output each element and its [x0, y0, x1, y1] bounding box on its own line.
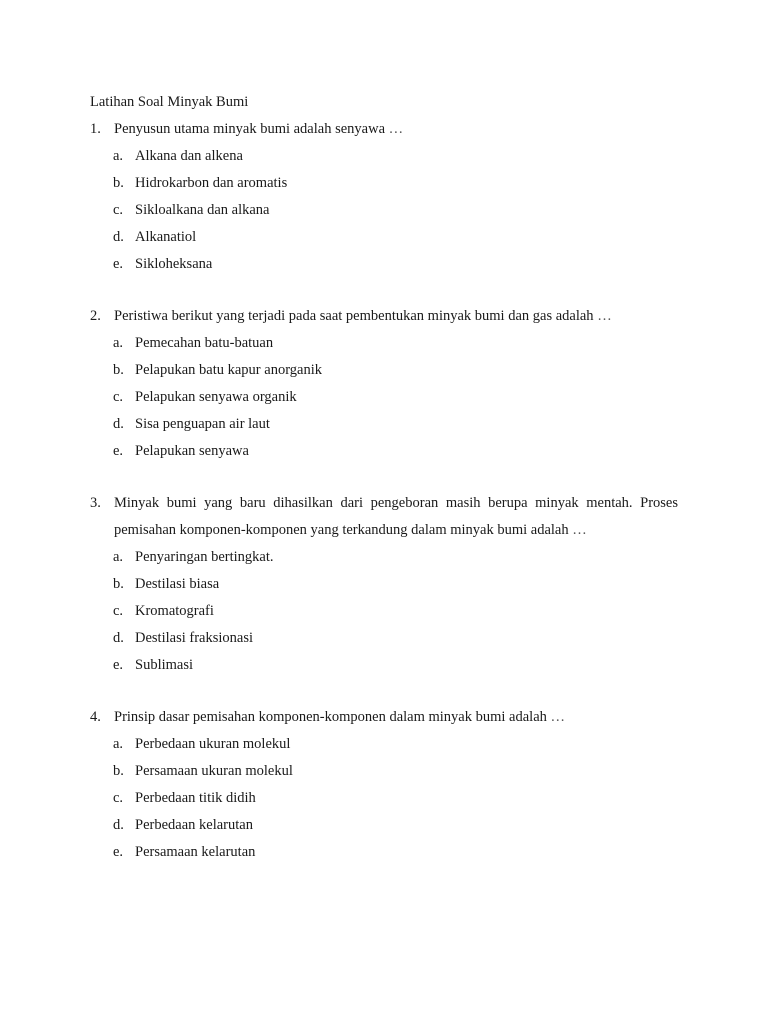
- question-stem: [90, 116, 678, 143]
- question-1: [90, 116, 678, 278]
- document-title: Latihan Soal Minyak Bumi: [90, 94, 249, 110]
- option-d[interactable]: d. Sisa penguapan air laut: [113, 416, 270, 432]
- question-text: Prinsip dasar pemisahan komponen-komponen dalam minyak bumi adalah …: [114, 709, 566, 725]
- option-b[interactable]: b. Pelapukan batu kapur anorganik: [113, 362, 322, 378]
- option-b[interactable]: b. Persamaan ukuran molekul: [113, 763, 293, 779]
- question-number: 2.: [90, 308, 101, 324]
- option-list: [90, 330, 678, 465]
- question-stem: [90, 303, 678, 330]
- option-list: [90, 143, 678, 278]
- option-c[interactable]: c. Sikloalkana dan alkana: [113, 202, 270, 218]
- option-e[interactable]: e. Persamaan kelarutan: [113, 844, 256, 860]
- option-a[interactable]: a. Penyaringan bertingkat.: [113, 549, 274, 565]
- question-number: 4.: [90, 709, 101, 725]
- option-d[interactable]: d. Perbedaan kelarutan: [113, 817, 253, 833]
- option-c[interactable]: c. Kromatografi: [113, 603, 214, 619]
- question-stem: [90, 704, 678, 731]
- option-e[interactable]: e. Sikloheksana: [113, 256, 213, 272]
- question-3: [90, 490, 678, 679]
- option-list: [90, 544, 678, 679]
- option-a[interactable]: a. Pemecahan batu-batuan: [113, 335, 274, 351]
- option-e[interactable]: e. Sublimasi: [113, 657, 194, 673]
- option-e[interactable]: e. Pelapukan senyawa: [113, 443, 249, 459]
- question-text: Peristiwa berikut yang terjadi pada saat pembentukan minyak bumi dan gas adalah …: [114, 308, 612, 324]
- option-d[interactable]: d. Destilasi fraksionasi: [113, 630, 253, 646]
- option-d[interactable]: d. Alkanatiol: [113, 229, 197, 245]
- option-c[interactable]: c. Perbedaan titik didih: [113, 790, 256, 806]
- question-2: [90, 303, 678, 465]
- question-text: Penyusun utama minyak bumi adalah senyawa …: [114, 121, 404, 137]
- option-a[interactable]: a. Alkana dan alkena: [113, 148, 243, 164]
- option-list: [90, 731, 678, 866]
- question-stem: [90, 490, 678, 544]
- option-c[interactable]: c. Pelapukan senyawa organik: [113, 389, 297, 405]
- question-4: [90, 704, 678, 866]
- question-text: Minyak bumi yang baru dihasilkan dari pengeboran masih berupa minyak mentah. Proses pemisahan komponen-komponen yang terkandung dalam minyak bumi adalah …: [114, 495, 678, 538]
- question-number: 3.: [90, 495, 101, 511]
- question-number: 1.: [90, 121, 101, 137]
- option-a[interactable]: a. Perbedaan ukuran molekul: [113, 736, 291, 752]
- option-b[interactable]: b. Destilasi biasa: [113, 576, 220, 592]
- option-b[interactable]: b. Hidrokarbon dan aromatis: [113, 175, 288, 191]
